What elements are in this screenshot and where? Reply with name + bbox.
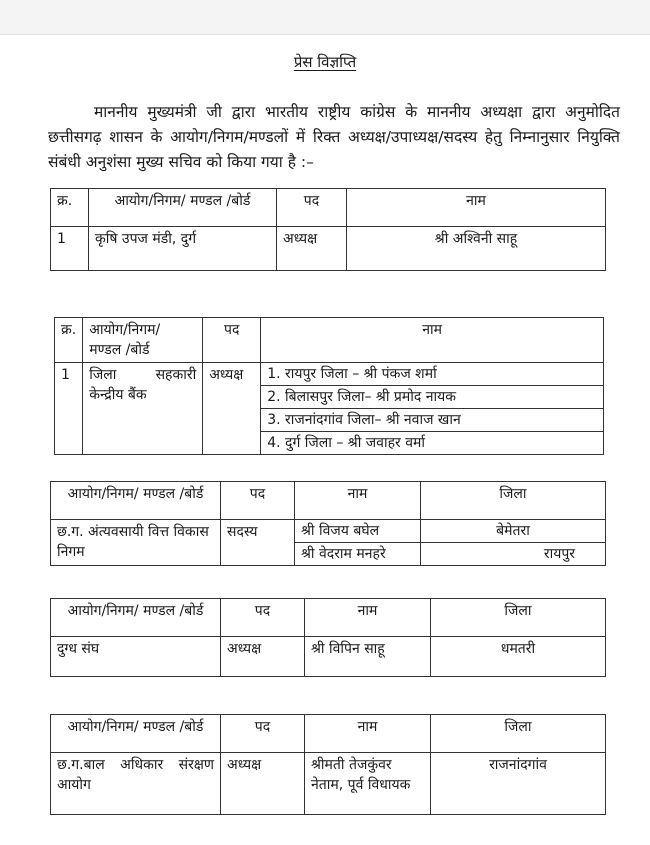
col-name: नाम <box>347 189 606 227</box>
intro-paragraph: माननीय मुख्यमंत्री जी द्वारा भारतीय राष्ट्रीय कांग्रेस के माननीय अध्यक्षा द्वारा अनुमोदित छत्तीसगढ़ शासन के आयोग/निगम/मण्डलों में रिक्त अध्यक्ष/उपाध्यक्ष/सदस्य हेतु निम्नानुसार नियुक्ति संबंधी अनुशंसा मुख्य सचिव को किया गया है :– <box>48 103 620 171</box>
col-body: आयोग/निगम/ मण्डल /बोर्ड <box>83 318 203 363</box>
cell-names <box>261 363 604 455</box>
col-name: नाम <box>305 599 431 637</box>
cell-sn: 1 <box>51 227 89 271</box>
table-header-row <box>51 189 606 227</box>
cell-post: अध्यक्ष <box>277 227 347 271</box>
col-post: पद <box>277 189 347 227</box>
cell-name: श्री अश्विनी साहू <box>347 227 606 271</box>
cell-sn: 1 <box>55 363 83 455</box>
cell-body: कृषि उपज मंडी, दुर्ग <box>89 227 277 271</box>
table-bank <box>54 317 604 455</box>
col-post: पद <box>221 482 295 520</box>
cell-post: अध्यक्ष <box>203 363 261 455</box>
table-dugdh <box>50 598 606 677</box>
table-header-row <box>51 482 606 520</box>
table-mandi <box>50 188 606 271</box>
table-header-row <box>55 318 604 363</box>
name-line: श्री विजय बघेल <box>295 520 420 543</box>
table-row <box>51 520 606 566</box>
cell-post: अध्यक्ष <box>221 637 305 677</box>
table-bal-adhikar <box>50 714 606 815</box>
cell-body: जिला सहकारी केन्द्रीय बैंक <box>83 363 203 455</box>
cell-body: छ.ग. अंत्यवसायी वित्त विकास निगम <box>51 520 221 566</box>
col-name: नाम <box>261 318 604 363</box>
name-line: 2. बिलासपुर जिला– श्री प्रमोद नायक <box>261 386 603 409</box>
page-title: प्रेस विज्ञप्ति <box>293 53 357 71</box>
col-body: आयोग/निगम/ मण्डल /बोर्ड <box>51 599 221 637</box>
col-post: पद <box>203 318 261 363</box>
table-row <box>55 363 604 455</box>
col-sn: क्र. <box>55 318 83 363</box>
col-body: आयोग/निगम/ मण्डल /बोर्ड <box>89 189 277 227</box>
col-name: नाम <box>305 715 431 753</box>
table-row <box>51 637 606 677</box>
table-header-row <box>51 715 606 753</box>
cell-name: श्रीमती तेजकुंवर नेताम, पूर्व विधायक <box>305 753 431 815</box>
col-district: जिला <box>421 482 606 520</box>
cell-post: सदस्य <box>221 520 295 566</box>
name-line: 3. राजनांदगांव जिला– श्री नवाज खान <box>261 409 603 432</box>
district-line: बेमेतरा <box>421 520 605 543</box>
col-district: जिला <box>431 715 606 753</box>
cell-name: श्री विपिन साहू <box>305 637 431 677</box>
cell-district: राजनांदगांव <box>431 753 606 815</box>
name-line: 4. दुर्ग जिला – श्री जवाहर वर्मा <box>267 435 425 451</box>
table-row <box>51 753 606 815</box>
col-post: पद <box>221 599 305 637</box>
col-body: आयोग/निगम/ मण्डल /बोर्ड <box>51 482 221 520</box>
col-district: जिला <box>431 599 606 637</box>
cell-districts <box>421 520 606 566</box>
col-name: नाम <box>295 482 421 520</box>
district-line: रायपुर <box>543 546 575 562</box>
cell-body: दुग्ध संघ <box>51 637 221 677</box>
col-body: आयोग/निगम/ मण्डल /बोर्ड <box>51 715 221 753</box>
table-header-row <box>51 599 606 637</box>
top-strip <box>0 0 650 35</box>
name-line: 1. रायपुर जिला – श्री पंकज शर्मा <box>261 363 603 386</box>
cell-body: छ.ग.बाल अधिकार संरक्षण आयोग <box>51 753 221 815</box>
cell-names <box>295 520 421 566</box>
table-row <box>51 227 606 271</box>
cell-district: धमतरी <box>431 637 606 677</box>
col-post: पद <box>221 715 305 753</box>
table-antyavasayi <box>50 481 606 566</box>
cell-post: अध्यक्ष <box>221 753 305 815</box>
name-line: श्री वेदराम मनहरे <box>301 546 386 562</box>
col-sn: क्र. <box>51 189 89 227</box>
